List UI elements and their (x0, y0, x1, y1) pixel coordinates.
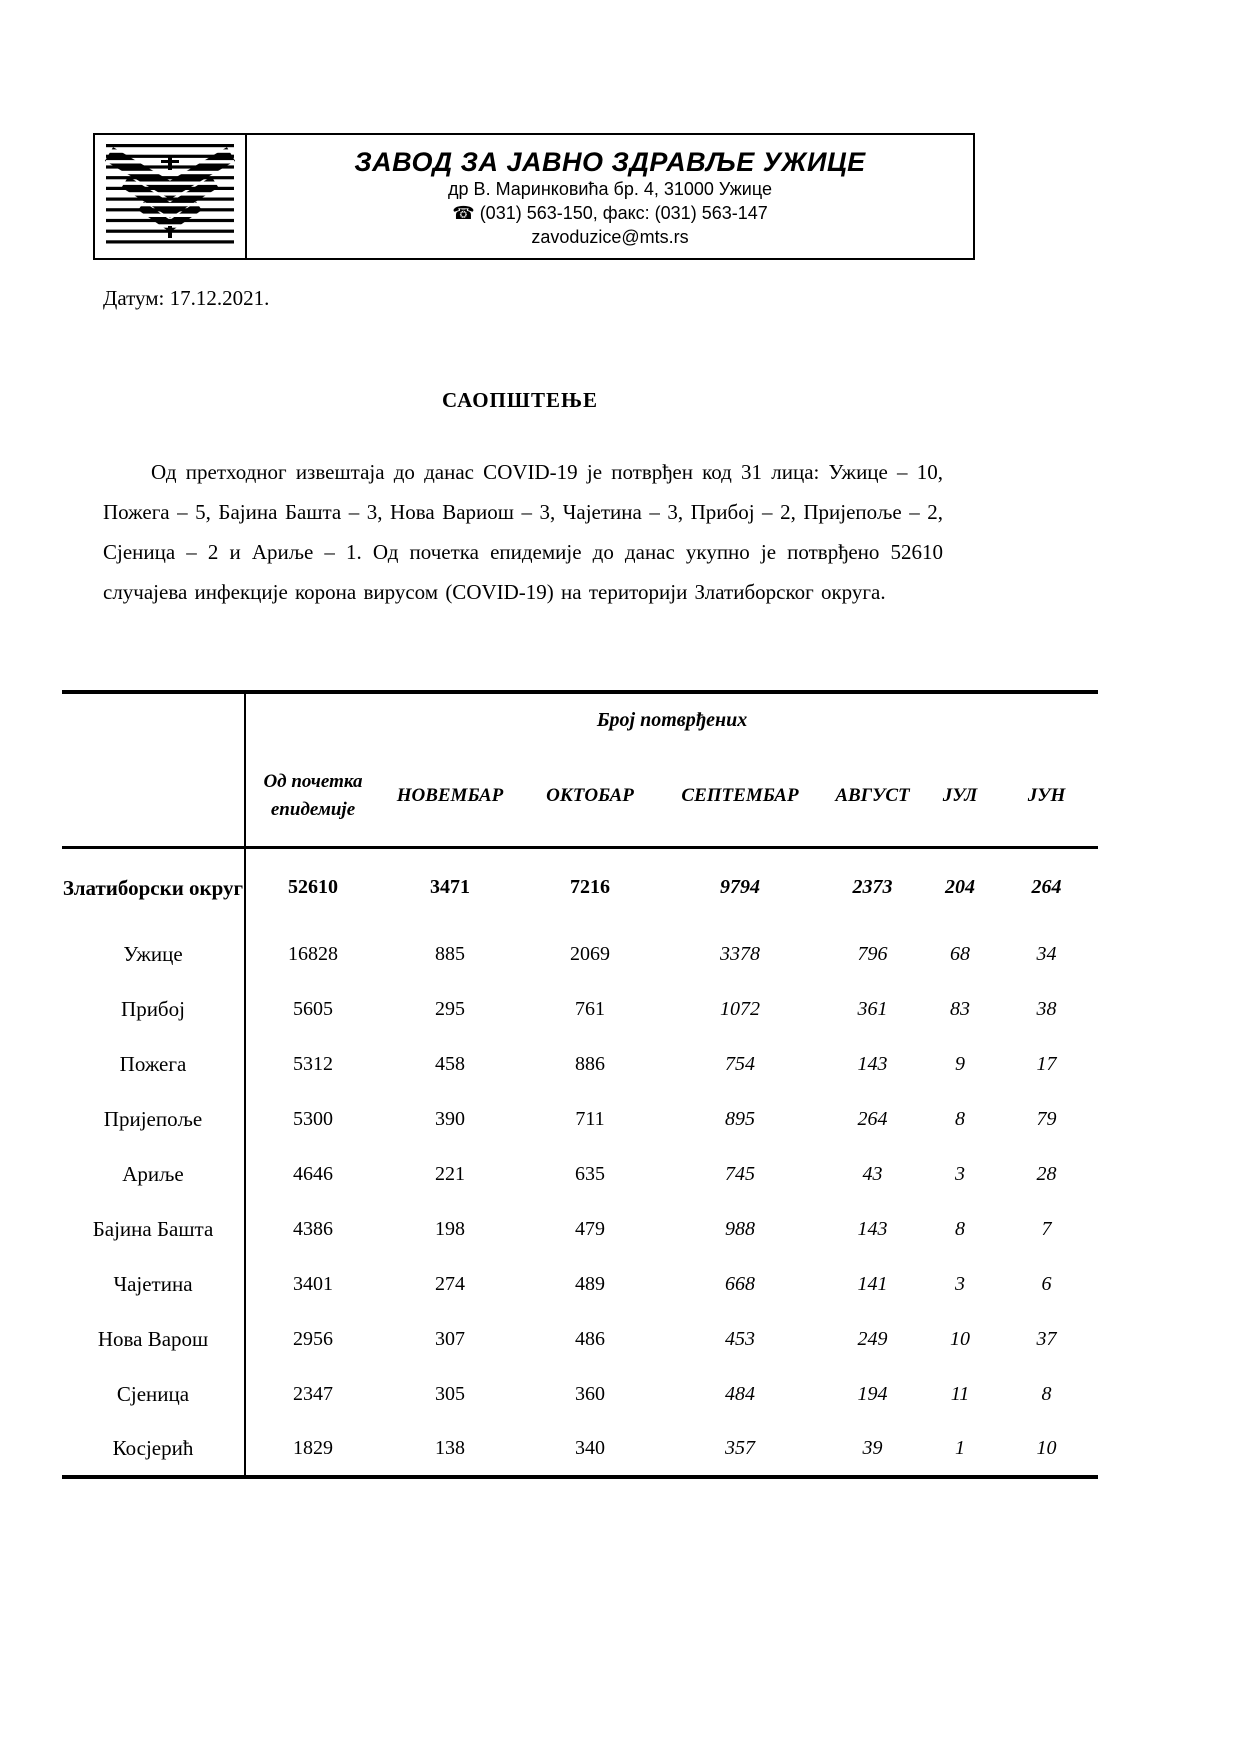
value-cell: 8 (955, 1108, 965, 1130)
value-cell: 1 (955, 1437, 965, 1459)
value-cell: 1829 (293, 1437, 333, 1459)
value-cell: 10 (1036, 1437, 1057, 1459)
table-row (62, 1422, 1098, 1477)
org-address: др В. Маринковића бр. 4, 31000 Ужице (448, 178, 772, 199)
org-name: ЗАВОД ЗА ЈАВНО ЗДРАВЉЕ УЖИЦЕ (354, 146, 866, 177)
column-header: НОВЕМБАР (380, 747, 520, 847)
value-cell: 7 (1041, 1218, 1052, 1240)
municipality-name: Чајетина (62, 1257, 245, 1312)
value-cell: 5605 (293, 998, 333, 1020)
value-cell: 307 (435, 1328, 465, 1350)
value-cell: 249 (857, 1328, 888, 1350)
value-cell: 305 (435, 1383, 465, 1405)
table-row (62, 1147, 1098, 1202)
value-cell: 886 (575, 1053, 605, 1075)
value-cell: 340 (575, 1437, 605, 1459)
value-cell: 2373 (852, 876, 893, 899)
table-row (62, 927, 1098, 982)
value-cell: 486 (575, 1328, 605, 1350)
value-cell: 8 (1041, 1383, 1052, 1405)
value-cell: 9 (955, 1053, 965, 1075)
value-cell: 360 (575, 1383, 605, 1405)
value-cell: 3 (955, 1163, 965, 1185)
org-email: zavoduzice@mts.rs (531, 226, 689, 247)
table-row (62, 1312, 1098, 1367)
value-cell: 68 (950, 943, 970, 965)
value-cell: 274 (435, 1273, 465, 1295)
corner-cell (62, 692, 245, 747)
value-cell: 16828 (288, 943, 338, 965)
table-row (62, 1037, 1098, 1092)
value-cell: 5312 (293, 1053, 333, 1075)
value-cell: 2347 (293, 1383, 333, 1405)
value-cell: 2069 (570, 943, 610, 965)
municipality-name: Нова Варош (62, 1312, 245, 1367)
column-header: ЈУН (995, 747, 1098, 847)
span-header: Број потврђених (596, 709, 748, 731)
value-cell: 453 (725, 1328, 755, 1350)
announcement-paragraph: Од претходног извештаја до данас COVID-19 је потврђен код 31 лица: Ужице – 10, Пожега – 5, Бајина Башта – 3, Нова Вариош – 3, Чајетина – 3, Прибој – 2, Пријепоље – 2, Сјеница – 2 и Ариље – 1. Од почетка епидемије до данас укупно је потврђено 52610 случајева инфекције корона вирусом (COVID-19) на територији Златиборског округа. (103, 460, 943, 604)
value-cell: 885 (435, 943, 465, 965)
value-cell: 390 (435, 1108, 465, 1130)
value-cell: 796 (857, 943, 888, 965)
value-cell: 52610 (288, 876, 338, 899)
value-cell: 10 (950, 1328, 970, 1350)
value-cell: 479 (575, 1218, 605, 1240)
value-cell: 17 (1036, 1053, 1057, 1075)
value-cell: 988 (725, 1218, 755, 1240)
municipality-name: Ариље (62, 1147, 245, 1202)
value-cell: 295 (435, 998, 465, 1020)
municipality-name: Бајина Башта (62, 1202, 245, 1257)
column-header: АВГУСТ (820, 747, 925, 847)
value-cell: 895 (725, 1108, 755, 1130)
value-cell: 37 (1036, 1328, 1057, 1350)
value-cell: 5300 (293, 1108, 333, 1130)
municipality-name: Пожега (62, 1037, 245, 1092)
value-cell: 221 (435, 1163, 465, 1185)
value-cell: 79 (1036, 1108, 1057, 1130)
column-header: ОКТОБАР (520, 747, 660, 847)
value-cell: 4646 (293, 1163, 333, 1185)
column-header: Од почетка епидемије (245, 747, 380, 847)
org-phone: (031) 563-150, факс: (031) 563-147 (479, 202, 768, 223)
table-row (62, 982, 1098, 1037)
value-cell: 3378 (720, 943, 760, 965)
value-cell: 194 (857, 1383, 888, 1405)
value-cell: 43 (862, 1163, 883, 1185)
column-header: СЕПТЕМБАР (660, 747, 820, 847)
table-row (62, 1367, 1098, 1422)
value-cell: 264 (857, 1108, 888, 1130)
table-row (62, 847, 1098, 927)
value-cell: 198 (435, 1218, 465, 1240)
value-cell: 6 (1041, 1273, 1052, 1295)
value-cell: 458 (435, 1053, 465, 1075)
column-header: ЈУЛ (925, 747, 995, 847)
org-info (247, 135, 973, 258)
value-cell: 745 (725, 1163, 755, 1185)
value-cell: 143 (857, 1218, 888, 1240)
value-cell: 1072 (720, 998, 760, 1020)
value-cell: 3 (955, 1273, 965, 1295)
org-logo-icon (103, 144, 237, 249)
value-cell: 143 (857, 1053, 888, 1075)
value-cell: 484 (725, 1383, 755, 1405)
span-header-row (62, 692, 1098, 747)
doc-title: САОПШТЕЊЕ (441, 388, 599, 412)
value-cell: 635 (575, 1163, 605, 1185)
value-cell: 264 (1031, 876, 1062, 899)
municipality-name: Златиборски округ (62, 847, 245, 927)
column-header-row (62, 747, 1098, 847)
value-cell: 83 (950, 998, 970, 1020)
municipality-name: Сјеница (62, 1367, 245, 1422)
value-cell: 7216 (570, 876, 610, 899)
value-cell: 4386 (293, 1218, 333, 1240)
org-phone-line (247, 201, 973, 225)
municipality-name: Пријепоље (62, 1092, 245, 1147)
value-cell: 761 (575, 998, 605, 1020)
value-cell: 668 (725, 1273, 755, 1295)
value-cell: 39 (862, 1437, 883, 1459)
value-cell: 754 (725, 1053, 755, 1075)
value-cell: 9794 (720, 876, 760, 899)
value-cell: 204 (945, 876, 975, 899)
phone-icon: ☎ (452, 202, 475, 223)
value-cell: 2956 (293, 1328, 333, 1350)
municipality-name: Косјерић (62, 1422, 245, 1477)
value-cell: 489 (575, 1273, 605, 1295)
table-row (62, 1202, 1098, 1257)
value-cell: 711 (575, 1108, 605, 1130)
value-cell: 38 (1036, 998, 1057, 1020)
value-cell: 138 (435, 1437, 465, 1459)
value-cell: 3471 (430, 876, 470, 899)
org-logo-cell (95, 135, 247, 258)
table-row (62, 1257, 1098, 1312)
value-cell: 361 (857, 998, 888, 1020)
value-cell: 141 (857, 1273, 888, 1295)
value-cell: 8 (955, 1218, 965, 1240)
covid-table (62, 690, 1098, 1479)
date-line: Датум: 17.12.2021. (103, 286, 270, 310)
municipality-name: Прибој (62, 982, 245, 1037)
letterhead (93, 133, 975, 260)
value-cell: 28 (1036, 1163, 1057, 1185)
table-row (62, 1092, 1098, 1147)
value-cell: 3401 (293, 1273, 333, 1295)
value-cell: 34 (1036, 943, 1057, 965)
value-cell: 357 (725, 1437, 755, 1459)
corner-cell (62, 747, 245, 847)
value-cell: 11 (950, 1383, 970, 1405)
municipality-name: Ужице (62, 927, 245, 982)
